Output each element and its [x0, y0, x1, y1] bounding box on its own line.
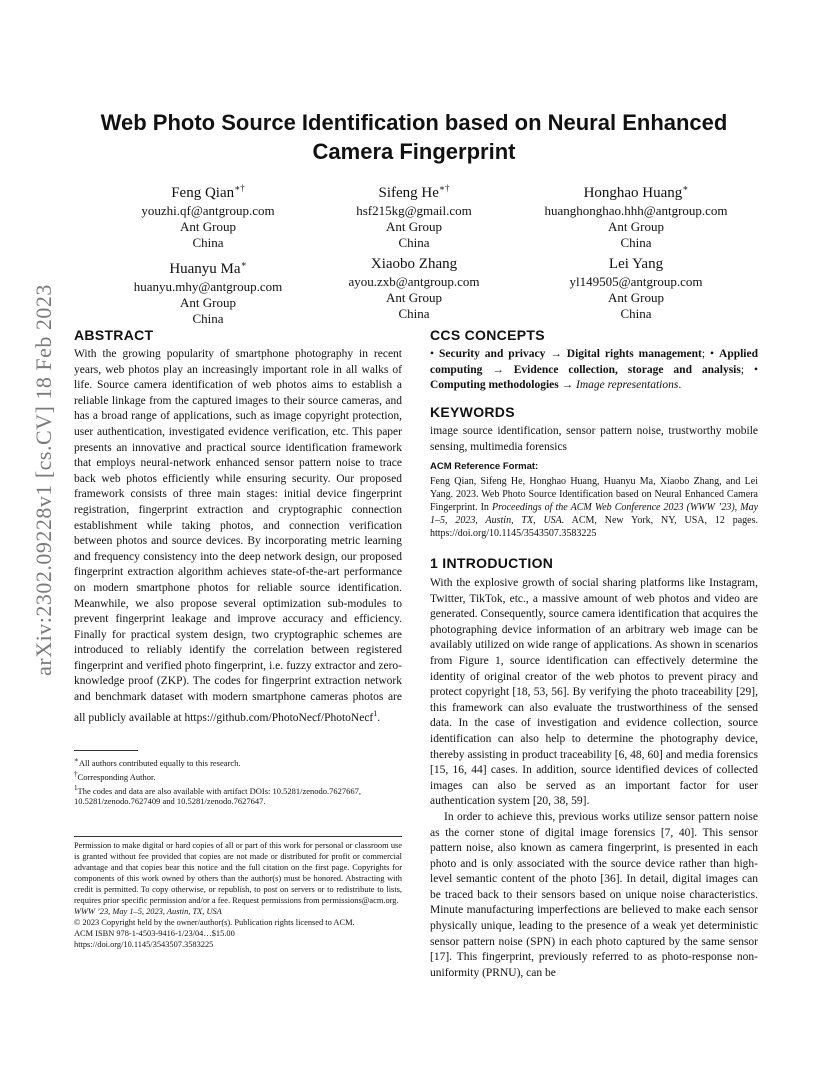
author-org: Ant Group: [180, 295, 236, 310]
author-name: Huanyu Ma: [169, 261, 241, 277]
intro-paragraph-2: In order to achieve this, previous works utilize sensor pattern noise as the corner stone of digital image forensics [7, 40]. This sensor pattern noise, also known as camera fingerprint, is presented in each photo and is only associated with the source device rather than high-level semantic content of the photo [36]. In detail, digital images can be traced back to their sensors based on unique noise characteristics. Minute manufacturing imperfections are believed to make each sensor physically unique, leading to the presence of a weak yet deterministic sensor pattern noise (SPN) in each photo captured by the same sensor [17]. This fingerprint, previously referred to as photo-response non-uniformity (PRNU), can be: [430, 810, 758, 979]
author-block: [536, 254, 736, 322]
abstract-heading: ABSTRACT: [74, 327, 154, 343]
footnote-mark: 1: [74, 783, 78, 792]
author-name: Xiaobo Zhang: [370, 256, 458, 272]
author-org: Ant Group: [608, 290, 664, 305]
ccs-term: Image representations: [576, 379, 679, 392]
author-email: ayou.zxb@antgroup.com: [348, 274, 480, 289]
arrow: →: [550, 348, 562, 360]
ccs-body: [430, 347, 758, 394]
author-email: huanyu.mhy@antgroup.com: [133, 279, 283, 294]
footnote-divider: [74, 750, 138, 751]
author-block: [108, 254, 308, 327]
title-line-1: Web Photo Source Identification based on Neural Enhanced: [100, 110, 728, 135]
bullet: •: [430, 348, 435, 360]
author-country: China: [620, 306, 652, 321]
arxiv-stamp: arXiv:2302.09228v1 [cs.CV] 18 Feb 2023: [31, 284, 56, 676]
author-country: China: [192, 235, 224, 250]
title-line-2: Camera Fingerprint: [312, 139, 516, 164]
author-name: Sifeng He: [378, 185, 439, 201]
abstract-body: [74, 347, 402, 726]
bullet: •: [753, 363, 758, 376]
author-country: China: [398, 235, 430, 250]
acm-ref-text: Feng Qian, Sifeng He, Honghao Huang, Huanyu Ma, Xiaobo Zhang, and Lei Yang. 2023. Web Photo Source Identification based on Neural Enhanced Camera Fingerprint. In: [430, 476, 758, 513]
footnote: [74, 769, 402, 783]
footnote-text: Corresponding Author.: [77, 771, 156, 782]
ccs-term: Digital rights management: [566, 348, 702, 360]
permission-block: [74, 840, 402, 950]
acm-ref-text-end: ACM, New York, NY, USA, 12 pages. https://doi.org/10.1145/3543507.3583225: [430, 515, 758, 539]
footnote-text: All authors contributed equally to this research.: [78, 757, 241, 768]
author-org: Ant Group: [386, 219, 442, 234]
author-org: Ant Group: [608, 219, 664, 234]
acm-ref-body: [430, 475, 758, 540]
author-block: [108, 178, 308, 251]
author-country: China: [620, 235, 652, 250]
abstract-end: .: [377, 711, 381, 724]
separator: ;: [740, 363, 745, 376]
abstract-text: With the growing popularity of smartphone photography in recent years, web photos play an increasingly important role in all walks of life. Source camera identification of web photos aims to establish a reliable linkage from the captured images to their source cameras, and has a broad range of applications, such as image copyright protection, user authentication, investigated evidence verification, etc. This paper presents an innovative and practical source identification framework that employs neural-network enhanced sensor pattern noise to trace back web photos efficiently while ensuring security. Our proposed framework consists of three main stages: initial device fingerprint registration, fingerprint extraction and cryptographic connection establishment while taking photos, and connection verification between photos and source devices. By incorporating metric learning and frequency consistency into the deep network design, our proposed fingerprint extraction algorithm achieves state-of-the-art performance on modern smartphone photos for reliable source identification. Meanwhile, we also propose several optimization sub-modules to prevent fingerprint leakage and improve accuracy and efficiency. Finally for practical system design, two cryptographic schemes are introduced to reliably identify the correlation between registered fingerprint and verified photo fingerprint, i.e. fuzzy extractor and zero-knowledge proof (ZKP). The codes for fingerprint extraction network and benchmark dataset with modern smartphone cameras photos are all publicly available at https://github.com/PhotoNecf/PhotoNecf: [74, 348, 402, 724]
author-email: huanghonghao.hhh@antgroup.com: [544, 203, 728, 218]
keywords-text: image source identification, sensor pattern noise, trustworthy mobile sensing, multimedia forensics: [430, 425, 758, 453]
intro-paragraph-1: With the explosive growth of social sharing platforms like Instagram, Twitter, TikTok, etc., a massive amount of web photos and video are generated. Consequently, source camera identification that acquires the photographing device information of an arbitrary web image can be availably utilized on wide range of applications. As shown in scenarios from Figure 1, source identification can effectively determine the identity of original creator of the web photos to prevent piracy and protect copyright [18, 53, 56]. By verifying the photo traceability [29], this framework can also evaluate the trustworthiness of the sensed data. In the case of investigation and evidence collection, source identification can also help to determine the photography device, thereby assisting in product traceability [6, 48, 60] and media forensics [15, 16, 44] cases. In addition, source identified devices of collected images can also be served as an important factor for user authentication system [20, 38, 59].: [430, 577, 758, 808]
isbn-line: ACM ISBN 978-1-4503-9416-1/23/04…$15.00: [74, 929, 235, 938]
period: .: [678, 379, 682, 392]
keywords-heading: KEYWORDS: [430, 404, 515, 420]
footnote: [74, 783, 402, 808]
paper-title: [80, 108, 748, 166]
permission-divider: [74, 836, 402, 837]
footnote: [74, 755, 402, 769]
separator: ;: [701, 348, 706, 360]
author-org: Ant Group: [386, 290, 442, 305]
author-marks: ∗: [240, 259, 247, 269]
abstract-footnote-mark: 1: [373, 708, 378, 718]
footnote-mark: †: [74, 769, 78, 778]
intro-body: [430, 576, 758, 981]
arrow: →: [561, 379, 574, 392]
copyright-line: © 2023 Copyright held by the owner/author(s). Publication rights licensed to ACM.: [74, 918, 355, 927]
author-email: youzhi.qf@antgroup.com: [141, 203, 275, 218]
author-country: China: [192, 311, 224, 326]
author-country: China: [398, 306, 430, 321]
author-name: Honghao Huang: [583, 185, 683, 201]
bullet: •: [710, 348, 715, 360]
footnotes: [74, 755, 402, 807]
author-marks: ∗: [682, 183, 689, 193]
acm-ref-heading: ACM Reference Format:: [430, 461, 539, 472]
author-marks: ∗†: [234, 183, 245, 193]
footnote-text: The codes and data are also available with artifact DOIs: 10.5281/zenodo.7627667, 10.5281/zenodo.7627409 and 10.5281/zenodo.7627647.: [74, 785, 362, 807]
author-email: yl149505@antgroup.com: [569, 274, 703, 289]
author-block: [520, 178, 752, 251]
permission-text: Permission to make digital or hard copies of all or part of this work for personal or classroom use is granted without fee provided that copies are not made or distributed for profit or commercial advantage and that copies bear this notice and the full citation on the first page. Copyrights for components of this work owned by others than the author(s) must be honored. Abstracting with credit is permitted. To copy otherwise, or republish, to post on servers or to redistribute to lists, requires prior specific permission and/or a fee. Request permissions from permissions@acm.org.: [74, 841, 402, 905]
ccs-term: Computing methodologies: [430, 379, 559, 392]
author-name: Lei Yang: [608, 256, 664, 272]
author-name: Feng Qian: [171, 185, 235, 201]
author-email: hsf215kg@gmail.com: [356, 203, 472, 218]
ccs-term: Security and privacy: [438, 348, 546, 360]
author-block: [314, 178, 514, 251]
author-marks: ∗†: [438, 183, 450, 193]
footnote-mark: ∗: [74, 756, 79, 764]
author-org: Ant Group: [180, 219, 236, 234]
ccs-heading: CCS CONCEPTS: [430, 327, 545, 343]
author-block: [314, 254, 514, 322]
acm-ref-proceedings: Proceedings of the ACM Web Conference 2023 (WWW ’23), May 1–5, 2023, Austin, TX, USA.: [430, 502, 759, 526]
ccs-term: Applied computing: [430, 348, 759, 376]
venue-line: WWW ’23, May 1–5, 2023, Austin, TX, USA: [74, 907, 222, 916]
ccs-term: Evidence collection, storage and analysis: [513, 363, 741, 376]
doi-line: https://doi.org/10.1145/3543507.3583225: [74, 940, 214, 949]
arrow: →: [492, 363, 504, 376]
intro-heading: 1 INTRODUCTION: [430, 555, 554, 571]
